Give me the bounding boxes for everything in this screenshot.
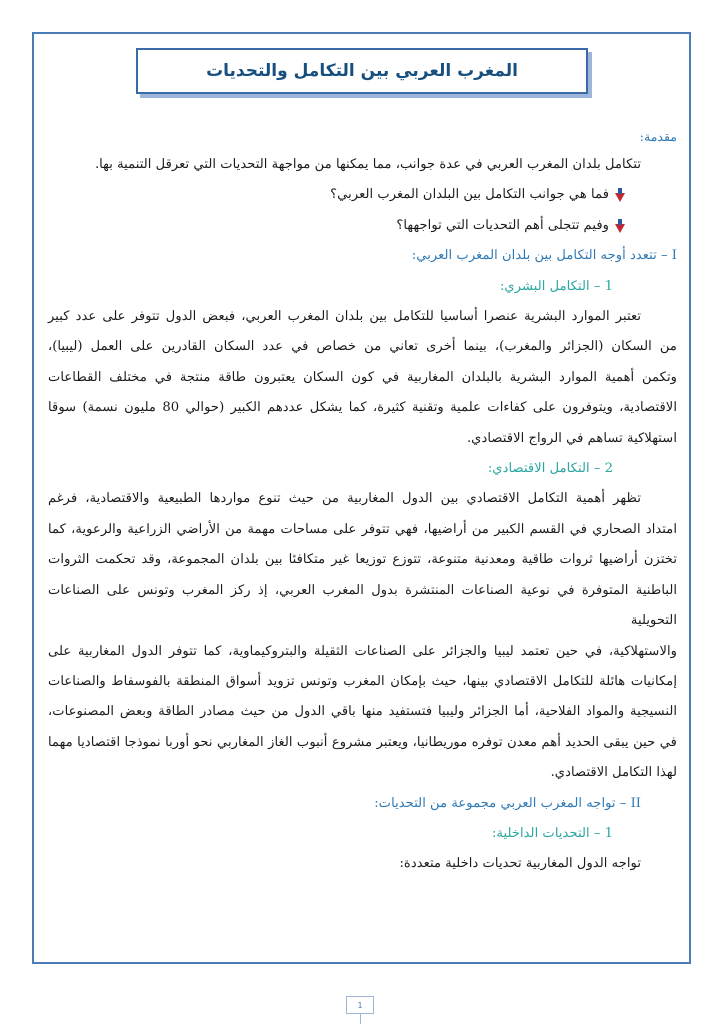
intro-text: تتكامل بلدان المغرب العربي في عدة جوانب، مما يمكنها من مواجهة التحديات التي تعرقل التنمية بها. — [94, 157, 641, 172]
paragraph-line: وتكمن أهمية الموارد البشرية بالبلدان المغاربية في كون السكان يعتبرون طاقة منتجة في مختلف القطاعات — [48, 369, 677, 385]
page-number: 1 — [357, 1000, 363, 1010]
page-title: المغرب العربي بين التكامل والتحديات — [206, 61, 518, 81]
title-box — [136, 48, 588, 94]
paragraph-line: تواجه الدول المغاربية تحديات داخلية متعددة: — [399, 856, 641, 872]
document-body — [48, 124, 677, 880]
paragraph-line: الباطنية المتوفرة في نوعية الصناعات المنتشرة بدول المغرب العربي، إذ ركز المغرب وتونس على الصناعات التحويلية — [48, 582, 677, 629]
question-text: فما هي جوانب التكامل بين البلدان المغرب العربي؟ — [330, 187, 609, 203]
section-2-heading: II – تواجه المغرب العربي مجموعة من التحديات: — [374, 795, 641, 811]
paragraph-line: من السكان (الجزائر والمغرب)، بينما أخرى تعاني من خصاص في عدد السكان القادرين على العمل (ليبيا)، — [48, 339, 677, 355]
paragraph-line: استهلاكية تساهم في الرواج الاقتصادي. — [466, 430, 677, 446]
footer-divider — [360, 1014, 361, 1024]
section-2-1-heading: 1 – التحديات الداخلية: — [491, 825, 613, 841]
paragraph-line: إمكانيات هائلة للتكامل الاقتصادي بينها، حيث بإمكان المغرب وتونس تزويد أسواق المنطقة بالفوسفاط والصناعات — [48, 673, 677, 689]
question-text: وفيم تتجلى أهم التحديات التي تواجهها؟ — [396, 217, 609, 233]
paragraph-line: تظهر أهمية التكامل الاقتصادي بين الدول المغاربية من حيث تنوع مواردها الطبيعية والاقتصادية، فرغم — [48, 491, 641, 507]
section-1-heading: I – تتعدد أوجه التكامل بين بلدان المغرب العربي: — [411, 248, 677, 264]
bullet-arrow-icon — [615, 224, 625, 233]
section-1-1-heading: 1 – التكامل البشري: — [499, 278, 613, 294]
page-number-box — [346, 996, 374, 1014]
paragraph-line: الاقتصادية، ويتوفرون على كفاءات علمية وتقنية كثيرة، كما يشكل عددهم الكبير (حوالي 80 مليون نسمة) سوقا — [48, 400, 677, 416]
paragraph-line: النسيجية والمواد الفلاحية، أما الجزائر وليبيا فتستفيد منها باقي الدول من حيث مصادر الطاقة وبعض المصنوعات، — [48, 704, 677, 720]
intro-question-2 — [48, 211, 677, 241]
paragraph-line: تختزن أراضيها ثروات طاقية ومعدنية متنوعة، تتوزع توزيعا غير متكافئا بين بلدان المجموعة، وقد تحكمت الثروات — [48, 552, 677, 568]
intro-label: مقدمة: — [639, 129, 677, 144]
paragraph-line: تعتبر الموارد البشرية عنصرا أساسيا للتكامل بين بلدان المغرب العربي، فبعض الدول تتوفر على عدد كبير — [48, 309, 641, 325]
paragraph-line: امتداد الصحاري في القسم الكبير من أراضيها، فهي تتوفر على مساحات مهمة من الأراضي الزراعية والرعوية، كما — [48, 521, 677, 537]
section-1-2-heading: 2 – التكامل الاقتصادي: — [487, 461, 613, 477]
paragraph-line: في حين يبقى الحديد أهم معدن توفره موريطانيا، ويعتبر مشروع أنبوب الغاز المغاربي نحو أوربا نموذجا اقتصاديا مهما — [48, 734, 677, 750]
bullet-arrow-icon — [615, 193, 625, 202]
intro-question-1 — [48, 180, 677, 210]
paragraph-line: لهذا التكامل الاقتصادي. — [550, 765, 677, 781]
paragraph-line: والاستهلاكية، في حين تعتمد ليبيا والجزائر على الصناعات الثقيلة والبتروكيماوية، كما تتوفر الدول المغاربية على — [48, 643, 677, 659]
